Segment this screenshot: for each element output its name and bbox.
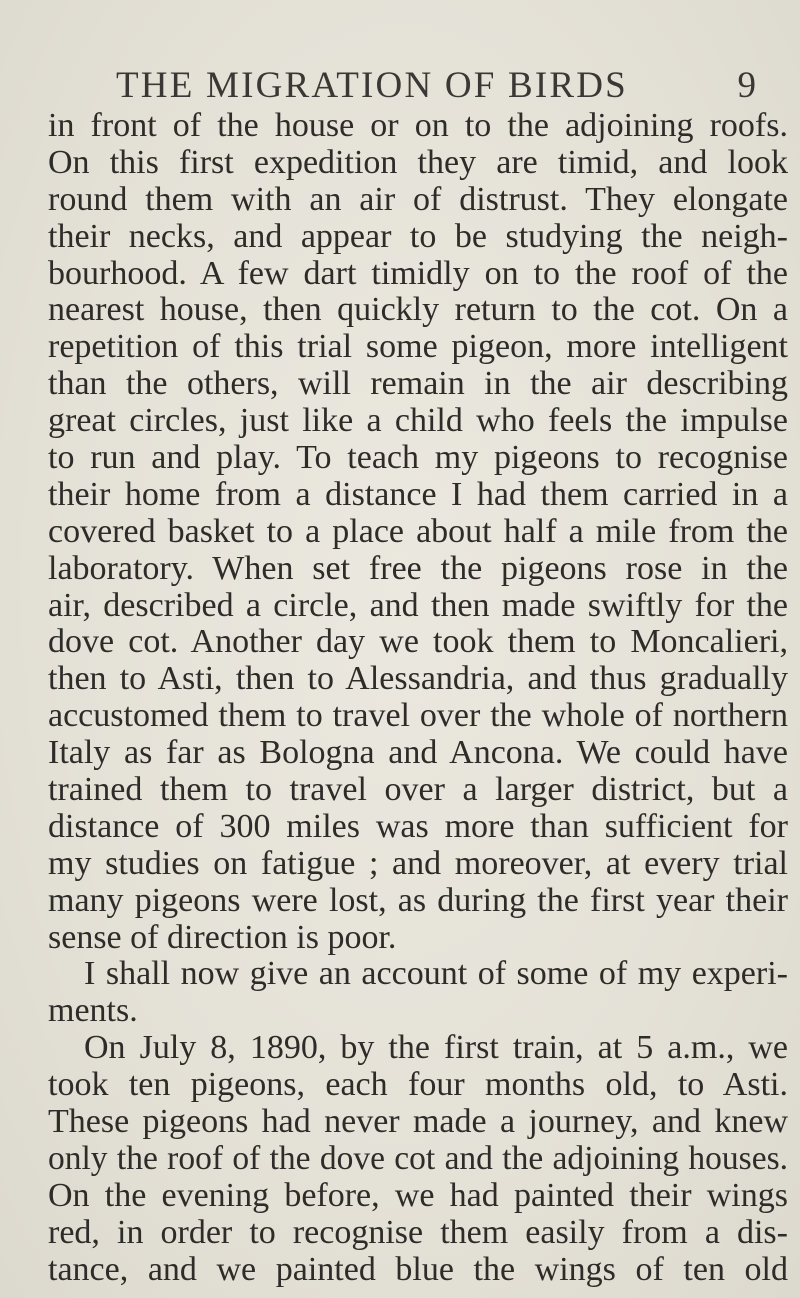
text-line: On July 8, 1890, by the first train, at 5 a.m., we [84, 1029, 788, 1067]
text-line: their home from a distance I had them carried in a [48, 475, 788, 513]
text-line: laboratory. When set free the pigeons rose in the [48, 549, 788, 587]
text-line: On the evening before, we had painted their wings [48, 1176, 788, 1214]
text-line: covered basket to a place about half a mile from the [48, 512, 788, 550]
body-text [48, 108, 788, 1289]
text-line: bourhood. A few dart timidly on to the roof of the [48, 254, 788, 292]
text-line: took ten pigeons, each four months old, to Asti. [48, 1066, 788, 1104]
text-line: air, described a circle, and then made swiftly for the [48, 586, 788, 624]
text-line: trained them to travel over a larger district, but a [48, 771, 788, 809]
running-title: THE MIGRATION OF BIRDS [116, 65, 628, 106]
text-line: round them with an air of distrust. They elongate [48, 180, 788, 218]
text-line: dove cot. Another day we took them to Moncalieri, [48, 623, 788, 661]
text-line: to run and play. To teach my pigeons to recognise [48, 439, 788, 477]
text-line: sense of direction is poor. [48, 918, 397, 956]
text-line: great circles, just like a child who feels the impulse [48, 402, 788, 440]
text-line: tance, and we painted blue the wings of ten old [48, 1250, 788, 1288]
text-line: many pigeons were lost, as during the first year their [48, 881, 788, 919]
text-line: red, in order to recognise them easily from a dis- [48, 1213, 788, 1251]
text-line: then to Asti, then to Alessandria, and thus gradually [48, 660, 788, 698]
text-line: On this first expedition they are timid, and look [48, 143, 788, 181]
text-line: Italy as far as Bologna and Ancona. We could have [48, 734, 788, 772]
page-number: 9 [737, 65, 756, 106]
text-line: than the others, will remain in the air describing [48, 365, 788, 403]
text-line: accustomed them to travel over the whole of northern [48, 697, 788, 735]
running-head [116, 64, 756, 104]
text-line: ments. [48, 992, 138, 1030]
text-line: my studies on fatigue ; and moreover, at every trial [48, 844, 788, 882]
text-line: their necks, and appear to be studying the neigh- [48, 217, 788, 255]
text-line: distance of 300 miles was more than sufficient for [48, 807, 788, 845]
text-line: repetition of this trial some pigeon, more intelligent [48, 328, 788, 366]
text-line: in front of the house or on to the adjoining roofs. [48, 107, 788, 144]
text-line: I shall now give an account of some of my experi- [84, 955, 788, 993]
text-line: nearest house, then quickly return to the cot. On a [48, 291, 788, 329]
text-line: These pigeons had never made a journey, and knew [48, 1103, 788, 1141]
text-line: only the roof of the dove cot and the adjoining houses. [48, 1139, 788, 1177]
